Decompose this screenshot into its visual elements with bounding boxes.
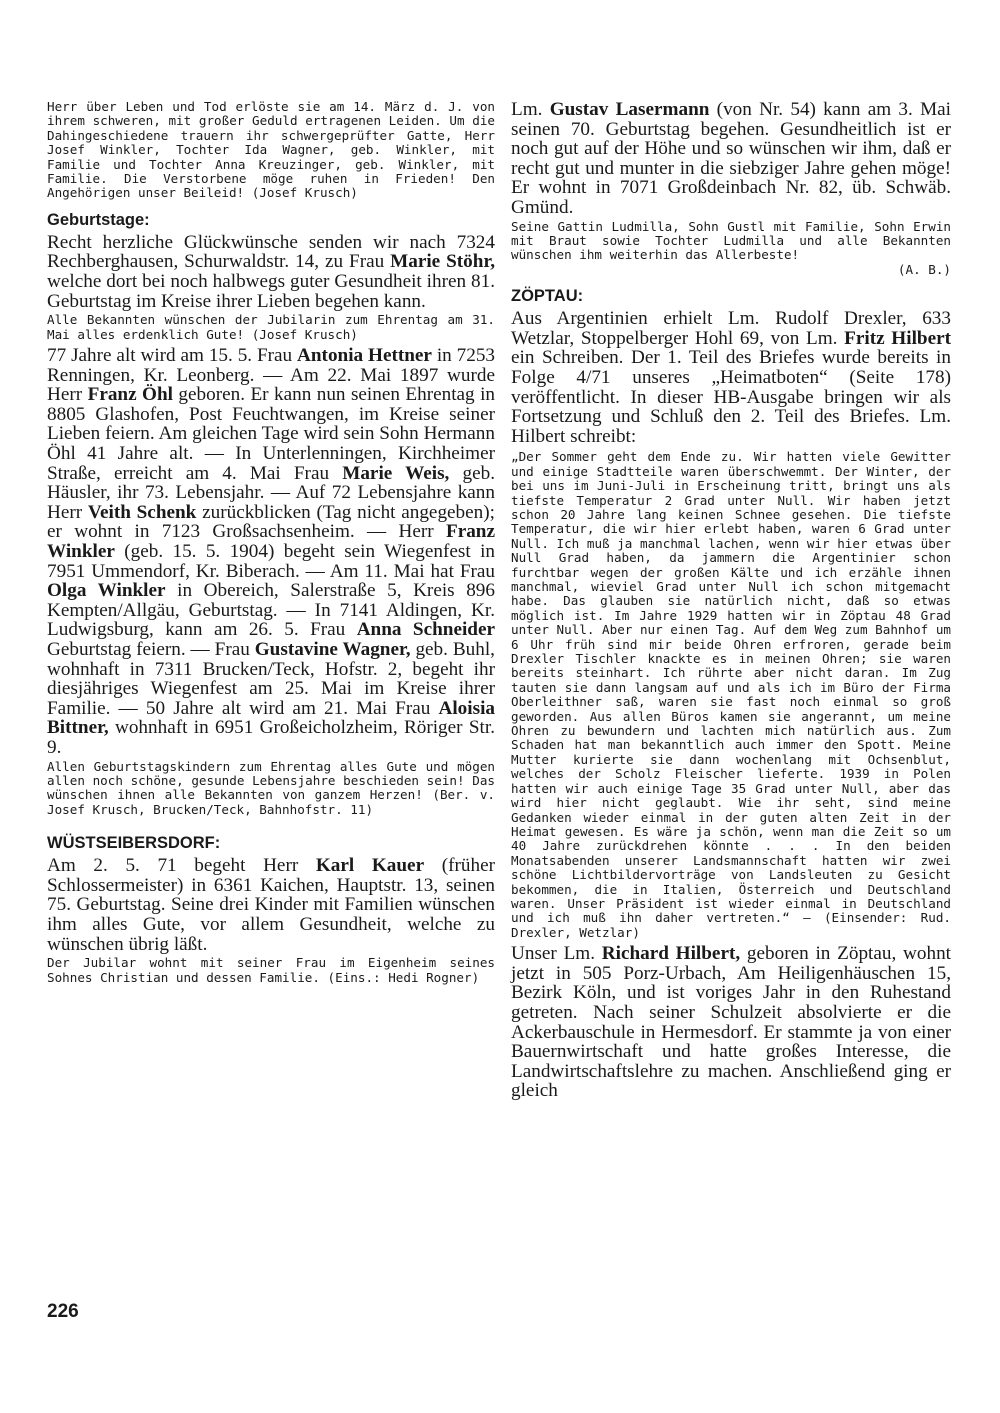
- name-antonia-hettner: Antonia Hettner: [297, 345, 432, 367]
- name-karl-kauer: Karl Kauer: [315, 855, 425, 877]
- obituary-continuation: Herr über Leben und Tod erlöste sie am 14. März d. J. von ihrem schweren, mit großer Geduld ertragenen Leiden. Um die Dahingeschiedene trauern ihr schwergeprüfter Gatte, Herr Josef Winkler, Tochter Ida Wagner, geb. Winkler, mit Familie und Tochter Anna Kreuzinger, geb. Winkler, mit Familie. Die Verstorbene möge ruhen in Frieden! Den Angehörigen unser Beileid! (Josef Krusch): [47, 99, 495, 201]
- name-gustavine-wagner: Gustavine Wagner,: [254, 638, 411, 660]
- birthday-list-paragraph: 77 Jahre alt wird am 15. 5. Frau Antonia Hettner in 7253 Renningen, Kr. Leonberg. — Am 22. Mai 1897 wurde Herr Franz Öhl geboren. Er kann nun seinen Ehrentag in 8805 Glashofen, Post Feuchtwangen, im Kreise seiner Lieben feiern. Am gleichen Tage wird sein Sohn Hermann Öhl 41 Jahre alt. — In Unterlenningen, Kirchheimer Straße, erreicht am 4. Mai Frau Marie Weis, geb. Häusler, ihr 73. Lebensjahr. — Auf 72 Lebensjahre kann Herr Veith Schenk zurückblicken (Tag nicht angegeben); er wohnt in 7123 Großsachsenheim. — Herr Franz Winkler (geb. 15. 5. 1904) begeht sein Wiegenfest in 7951 Ummendorf, Kr. Biberach. — Am 11. Mai hat Frau Olga Winkler in Obereich, Salerstraße 5, Kreis 896 Kempten/Allgäu, Geburtstag. — In 7141 Aldingen, Kr. Ludwigsburg, kann am 26. 5. Frau Anna Schneider Geburtstag feiern. — Frau Gustavine Wagner, geb. Buhl, wohnhaft in 7311 Brucken/Teck, Hofstr. 2, begeht ihr diesjähriges Wiegenfest am 25. Mai im Kreise ihrer Familie. — 50 Jahre alt wird am 21. Mai Frau Aloisia Bittner, wohnhaft in 6951 Großeicholzheim, Röriger Str. 9.: [47, 345, 496, 758]
- greeting-note: Alle Bekannten wünschen der Jubilarin zum Ehrentag am 31. Mai alles erdenklich Gute! (Josef Krusch): [47, 312, 495, 342]
- section-heading-geburtstage: Geburtstage:: [47, 210, 150, 229]
- name-aloisia-bittner: Aloisia Bittner,: [47, 697, 495, 739]
- name-franz-oehl: Franz Öhl: [87, 384, 173, 406]
- section-heading-zoeptau: ZÖPTAU:: [511, 287, 584, 306]
- birthday-closing-note: Allen Geburtstagskindern zum Ehrentag alles Gute und mögen allen noch schöne, gesunde Lebensjahre beschieden sein! Das wünschen ihnen alle Bekannten von ganzem Herzen! (Ber. v. Josef Krusch, Brucken/Teck, Bahnhofstr. 11): [47, 758, 495, 817]
- family-greeting-note: Seine Gattin Ludmilla, Sohn Gustl mit Familie, Sohn Erwin mit Braut sowie Tochter Ludmilla und alle Bekannten wünschen ihm weiterhin das Allerbeste!: [511, 218, 951, 263]
- name-anna-schneider: Anna Schneider: [356, 619, 495, 641]
- name-veith-schenk: Veith Schenk: [87, 501, 197, 523]
- name-olga-winkler: Olga Winkler: [47, 580, 166, 602]
- jubilar-note: Der Jubilar wohnt mit seiner Frau im Eigenheim seines Sohnes Christian und dessen Familie. (Eins.: Hedi Rogner): [47, 955, 495, 985]
- section-heading-wuestseibersdorf: WÜSTSEIBERSDORF:: [47, 834, 221, 853]
- left-column: [47, 100, 495, 985]
- name-gustav-lasermann: Gustav Lasermann: [549, 99, 710, 120]
- name-fritz-hilbert: Fritz Hilbert: [844, 327, 951, 349]
- right-column: [511, 100, 951, 1101]
- name-marie-stoehr: Marie Stöhr,: [390, 251, 495, 273]
- name-franz-winkler: Franz Winkler: [47, 521, 495, 562]
- argentina-letter-intro: Aus Argentinien erhielt Lm. Rudolf Drexler, 633 Wetzlar, Stoppelberger Hohl 69, von Lm. Fritz Hilbert ein Schreiben. Der 1. Teil des Briefes wurde bereits in Folge 4/71 unseres „Heimatboten“ (Seite 178) veröffentlicht. In dieser HB-Ausgabe bringen wir als Fortsetzung und Schluß den 2. Teil des Briefes. Lm. Hilbert schreibt:: [511, 308, 951, 447]
- letter-quote: „Der Sommer geht dem Ende zu. Wir hatten viele Gewitter und einige Stadtteile waren überschwemmt. Der Winter, der bei uns im Juni-Juli in Erscheinung tritt, bringt uns als tiefste Temperatur 2 Grad unter Null. Wir haben jetzt schon 20 Jahre lang keinen Schnee gesehen. Die tiefste Temperatur, die wir hier erlebt haben, waren 6 Grad unter Null. Ich muß ja manchmal lachen, wenn wir hier etwas über Null Grad haben, da jammern die Argentinier schon furchtbar wegen der großen Kälte und ich erzähle ihnen manchmal, wieviel Grad unter Null ich schon mitgemacht habe. Das glauben sie natürlich nicht, daß so etwas möglich ist. Im Jahre 1929 hatten wir in Zöptau 48 Grad unter Null. Aber nur einen Tag. Auf dem Weg zum Bahnhof um 6 Uhr früh sind mir beide Ohren erfroren, gerade beim Drexler Tischler knackte es in meinen Ohren; sie waren bereits steinhart. Ich rührte aber nicht daran. Im Zug tauten sie dann langsam auf und als ich im Büro der Firma Oberleithner saß, waren sie fast noch einmal so groß geworden. Aus allen Büros kamen sie angerannt, um meine Ohren zu bewundern und lachten mich natürlich aus. Zum Schaden hat man bekanntlich auch immer den Spott. Meine Mutter kurierte sie dann wochenlang mit Ochsenblut, welches der Scholz Fleischer lieferte. 1939 in Polen hatten wir auch einige Tage 35 Grad unter Null, aber das wird hier nicht geglaubt. Wie ihr seht, sind meine Gedanken wieder einmal in der guten alten Zeit in der Heimat gewesen. Es wäre ja schön, wenn man die Zeit so um 40 Jahre zurückdrehen könnte . . . In den beiden Monatsabenden unserer Landsmannschaft hatten wir zwei schöne Lichtbildervorträge von Landsleuten zu Gesicht bekommen, die in Italien, Österreich und Deutschland waren. Unser Präsident ist wieder einmal in Deutschland und ich muß ihn daher vertreten.“ — (Einsender: Rud. Drexler, Wetzlar): [511, 449, 951, 940]
- name-marie-weis: Marie Weis,: [342, 462, 450, 484]
- richard-hilbert-paragraph: Unser Lm. Richard Hilbert, geboren in Zöptau, wohnt jetzt in 505 Porz-Urbach, Am Heiligenhäuschen 15, Bezirk Köln, und ist voriges Jahr in den Ruhestand getreten. Nach seiner Schulzeit absolvierte er die Ackerbauschule in Hermesdorf. Er stammte ja von einer Bauernwirtschaft und hatte großes Interesse, die Landwirtschaftslehre zu machen. Anschließend ging er gleich: [511, 943, 951, 1102]
- birthday-greeting-paragraph: Recht herzliche Glückwünsche senden wir nach 7324 Rechberghausen, Schurwaldstr. 14, zu Frau Marie Stöhr, welche dort bei noch halbwegs guter Gesundheit ihren 81. Geburtstag im Kreise ihrer Lieben begehen kann.: [47, 231, 495, 312]
- karl-kauer-paragraph: Am 2. 5. 71 begeht Herr Karl Kauer (früher Schlossermeister) in 6361 Kaichen, Hauptstr. 13, seinen 75. Geburtstag. Seine drei Kinder mit Familien wünschen ihm alles Gute, vor allem Gesundheit, welche zu wünschen übrig läßt.: [47, 855, 495, 955]
- signature-ab: (A. B.): [897, 261, 951, 277]
- page-number: 226: [47, 1301, 79, 1322]
- name-richard-hilbert: Richard Hilbert,: [601, 943, 741, 965]
- gustav-lasermann-paragraph: Lm. Gustav Lasermann (von Nr. 54) kann am 3. Mai seinen 70. Geburtstag begehen. Gesundheitlich ist er noch gut auf der Höhe und so wünschen wir ihm, daß er recht gut und munter in die siebziger Jahre gehen möge! Er wohnt in 7071 Großdeinbach Nr. 82, üb. Schwäb. Gmünd.: [511, 99, 951, 218]
